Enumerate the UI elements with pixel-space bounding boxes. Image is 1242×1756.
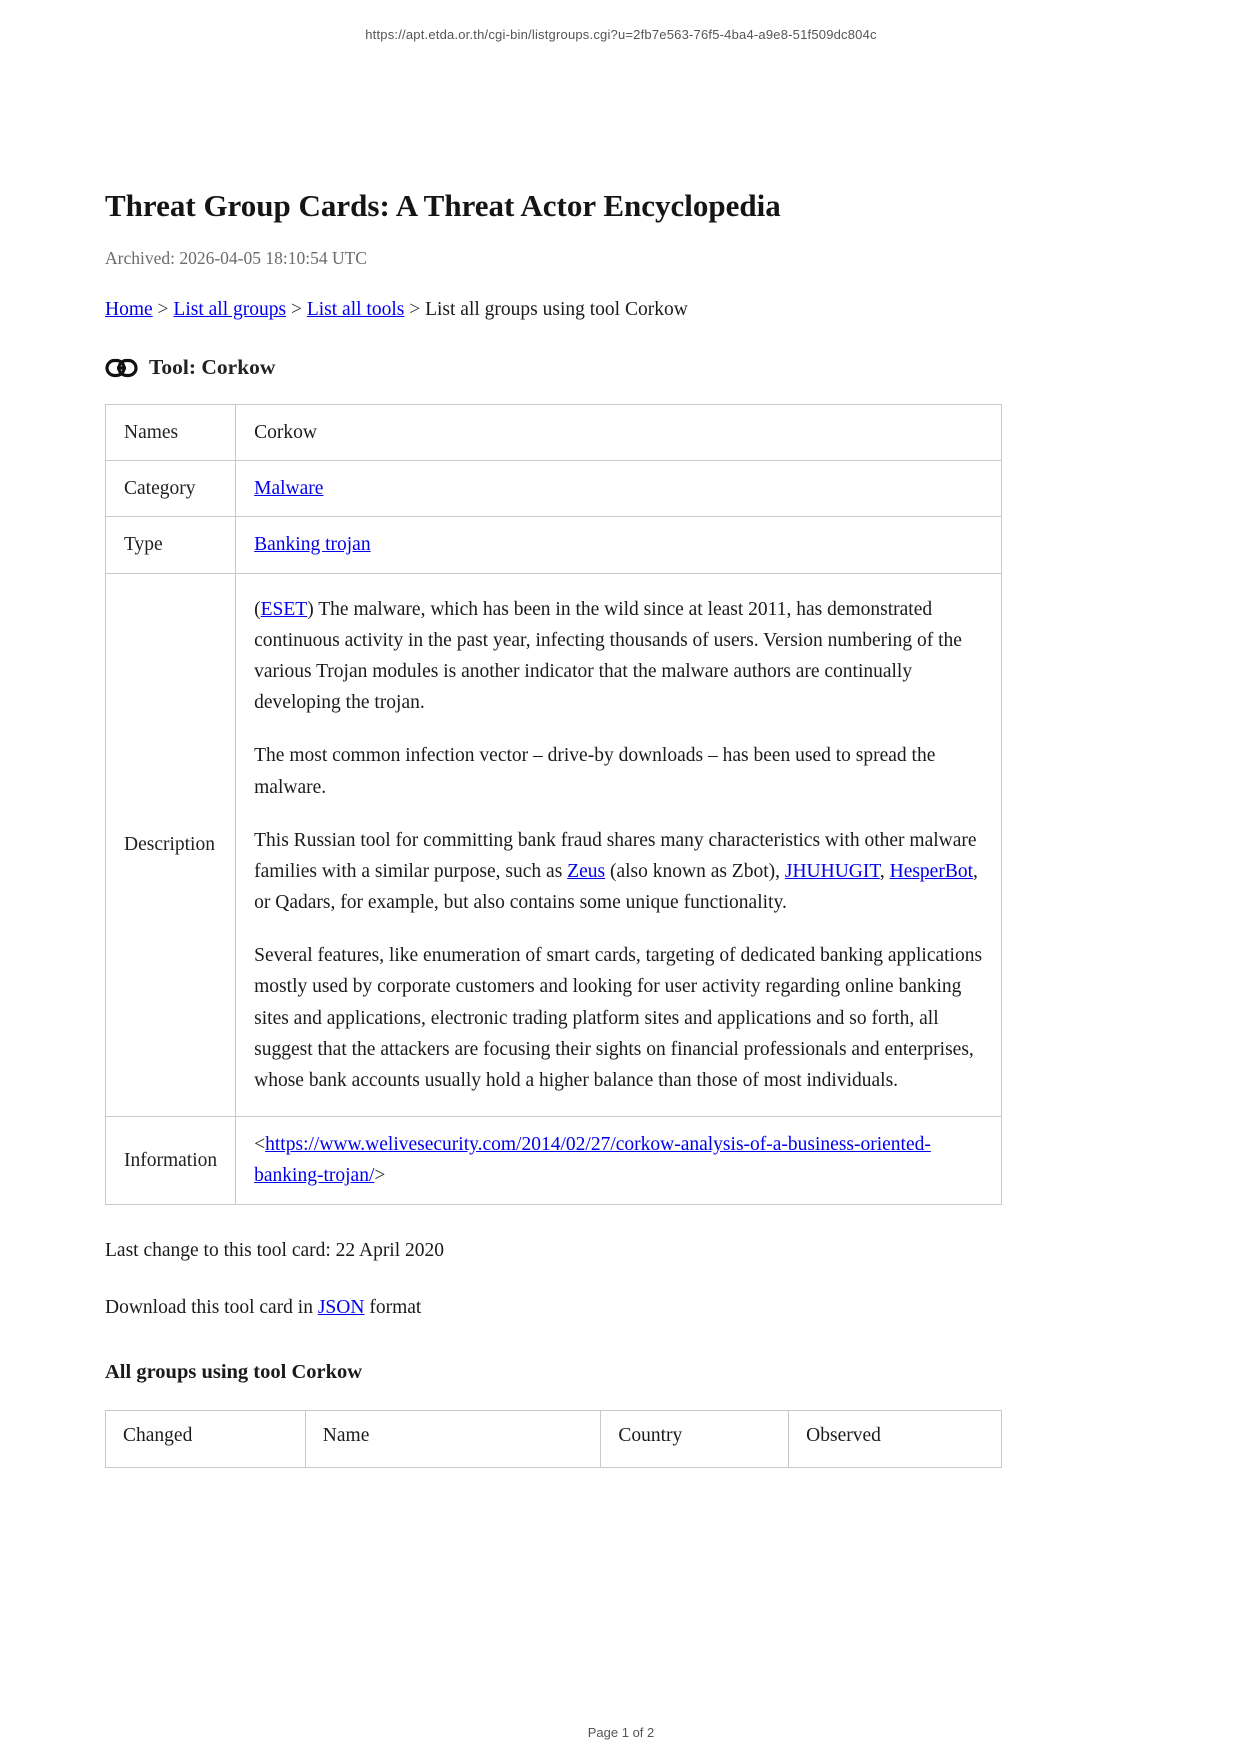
breadcrumb-link-list-all-tools[interactable]: List all tools bbox=[306, 299, 405, 320]
groups-section-heading: All groups using tool Corkow bbox=[105, 1360, 363, 1383]
groups-table bbox=[105, 1410, 1002, 1468]
description-paragraph-3 bbox=[254, 825, 983, 919]
table-row-names bbox=[106, 405, 1002, 461]
information-label: Information bbox=[106, 1117, 236, 1204]
information-value bbox=[236, 1117, 1002, 1204]
text-fragment: This Russian tool for committing bank fraud shares many characteristics with other malware families with a similar purpose, such as bbox=[254, 829, 977, 882]
description-paragraph-1 bbox=[254, 594, 983, 719]
table-row-category bbox=[106, 461, 1002, 517]
breadcrumb bbox=[105, 299, 1002, 321]
page-content bbox=[105, 42, 1002, 1468]
breadcrumb-link-home[interactable]: Home bbox=[105, 299, 153, 320]
last-change-line: Last change to this tool card: 22 April 2020 bbox=[105, 1239, 445, 1261]
tool-heading-label: Tool: Corkow bbox=[149, 355, 276, 379]
names-value: Corkow bbox=[236, 405, 1002, 461]
names-label: Names bbox=[106, 405, 236, 461]
column-header-observed: Observed bbox=[789, 1410, 1002, 1467]
welivesecurity-link[interactable]: https://www.welivesecurity.com/2014/02/27/corkow-analysis-of-a-business-oriented-banking-trojan/ bbox=[254, 1134, 931, 1187]
breadcrumb-link-list-all-groups[interactable]: List all groups bbox=[173, 299, 287, 320]
type-banking-trojan-link[interactable]: Banking trojan bbox=[254, 534, 371, 556]
archived-timestamp: Archived: 2026-04-05 18:10:54 UTC bbox=[105, 248, 367, 268]
description-label: Description bbox=[106, 573, 236, 1117]
table-row-description bbox=[106, 573, 1002, 1117]
tool-card-table bbox=[105, 404, 1002, 1205]
hesperbot-link[interactable]: HesperBot bbox=[889, 860, 974, 882]
download-line bbox=[105, 1297, 1002, 1319]
page-title: Threat Group Cards: A Threat Actor Encyclopedia bbox=[105, 188, 781, 223]
text-fragment: ( bbox=[254, 598, 261, 620]
table-row-type bbox=[106, 517, 1002, 573]
chain-link-icon bbox=[105, 358, 138, 378]
text-fragment: (also known as Zbot), bbox=[605, 860, 785, 882]
text-fragment: < bbox=[254, 1134, 266, 1156]
text-fragment: Download this tool card in bbox=[105, 1296, 318, 1318]
eset-link[interactable]: ESET bbox=[260, 598, 308, 620]
breadcrumb-separator: > bbox=[290, 299, 302, 320]
breadcrumb-separator: > bbox=[157, 299, 169, 320]
page-number-footer: Page 1 of 2 bbox=[587, 1725, 655, 1740]
column-header-changed: Changed bbox=[106, 1410, 306, 1467]
column-header-country: Country bbox=[601, 1410, 789, 1467]
zeus-link[interactable]: Zeus bbox=[567, 860, 606, 882]
download-json-link[interactable]: JSON bbox=[317, 1296, 365, 1318]
jhuhugit-link[interactable]: JHUHUGIT bbox=[784, 860, 880, 882]
text-fragment: ) The malware, which has been in the wild since at least 2011, has demonstrated continuous activity in the past year, infecting thousands of users. Version numbering of the various Trojan modules is another indicator that the malware authors are continually developing the trojan. bbox=[254, 598, 962, 714]
breadcrumb-current: List all groups using tool Corkow bbox=[425, 299, 688, 320]
column-header-name: Name bbox=[305, 1410, 601, 1467]
category-malware-link[interactable]: Malware bbox=[254, 478, 324, 500]
text-fragment: format bbox=[364, 1296, 422, 1318]
description-paragraph-4: Several features, like enumeration of smart cards, targeting of dedicated banking applications mostly used by corporate customers and looking for user activity regarding online banking sites and applications, electronic trading platform sites and applications and so forth, all suggest that the attackers are focusing their sights on financial professionals and enterprises, whose bank accounts usually hold a higher balance than those of most individuals. bbox=[254, 945, 983, 1091]
text-fragment: > bbox=[374, 1165, 386, 1187]
browser-url-header: https://apt.etda.or.th/cgi-bin/listgroups.cgi?u=2fb7e563-76f5-4ba4-a9e8-51f509dc804c bbox=[365, 27, 877, 42]
type-label: Type bbox=[106, 517, 236, 573]
category-value bbox=[236, 461, 1002, 517]
description-value bbox=[236, 573, 1002, 1117]
table-row-information bbox=[106, 1117, 1002, 1204]
text-fragment: , bbox=[879, 860, 890, 882]
groups-table-header-row bbox=[106, 1410, 1002, 1467]
breadcrumb-separator: > bbox=[409, 299, 421, 320]
description-paragraph-2: The most common infection vector – drive-by downloads – has been used to spread the malware. bbox=[254, 745, 936, 798]
category-label: Category bbox=[106, 461, 236, 517]
text-fragment: , or Qadars, for example, but also contains some unique functionality. bbox=[254, 860, 978, 914]
tool-heading bbox=[105, 355, 1002, 380]
type-value bbox=[236, 517, 1002, 573]
